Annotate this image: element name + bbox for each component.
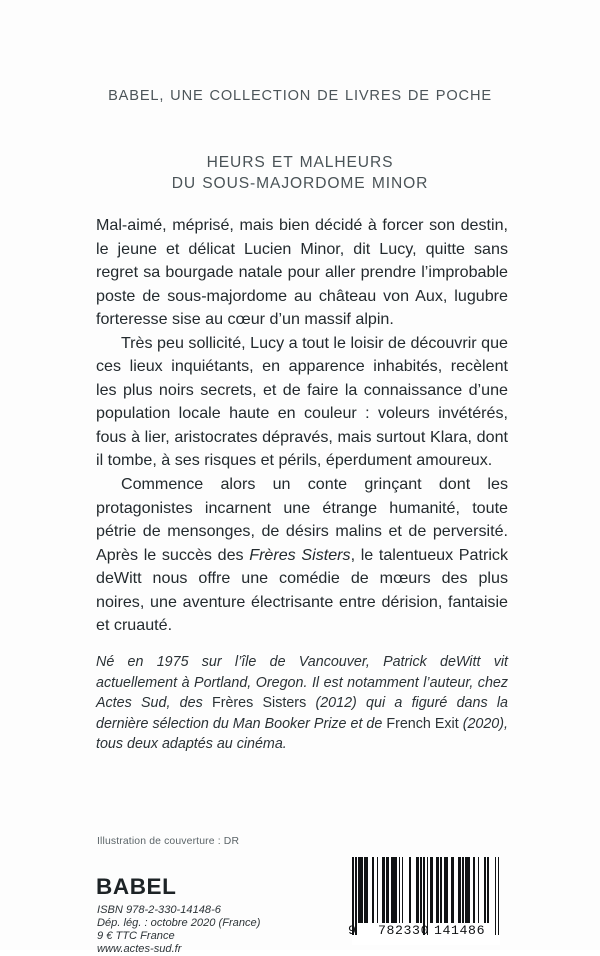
- website-line[interactable]: www.actes-sud.fr: [97, 942, 182, 955]
- blurb-book-title-freres-sisters: Frères Sisters: [249, 545, 351, 564]
- bio-part-2: (2012) qui a figuré dans la dernière sélection du Man Booker Prize et de: [96, 695, 508, 732]
- blurb-paragraph-1: Mal-aimé, méprisé, mais bien décidé à forcer son destin, le jeune et délicat Lucien Minor, dit Lucy, quitte sans regret sa bourgade natale pour aller prendre l’improbable poste de sous-majordome au château von Aux, lugubre forteresse sise au cœur d’un massif alpin.: [96, 216, 508, 329]
- imprint-logo: BABEL: [96, 874, 177, 899]
- collection-header: BABEL, UNE COLLECTION DE LIVRES DE POCHE: [108, 88, 492, 104]
- ean13-barcode: [348, 857, 500, 945]
- price-line: 9 € TTC France: [97, 929, 175, 942]
- bio-book-title-freres-sisters: Frères Sisters: [211, 695, 307, 712]
- cover-illustration-credit: Illustration de couverture : DR: [97, 836, 240, 847]
- barcode-lead-digit: 9: [348, 923, 357, 938]
- title-line-2: DU SOUS-MAJORDOME MINOR: [171, 175, 429, 192]
- bio-part-3: (2020), tous deux adaptés au cinéma.: [96, 715, 508, 753]
- blurb-paragraph-2: Très peu sollicité, Lucy a tout le loisir de découvrir que ces lieux inquiétants, en apparence inhabités, recèlent les plus noirs secrets, et de faire la connaissance d’une population locale haute en couleur : voleurs invétérés, fous à lier, aristocrates dépravés, mais surtout Klara, dont il tombe, à ses risques et périls, éperdument amoureux.: [96, 333, 508, 470]
- blurb-paragraph-3-part-1: Commence alors un conte grinçant dont les protagonistes incarnent une étrange humanité, toute pétrie de mensonges, de désirs malins et de perversité. Après le succès des: [96, 475, 508, 564]
- isbn-line: ISBN 978-2-330-14148-6: [97, 904, 221, 916]
- blurb-paragraph-3: [96, 473, 508, 638]
- barcode-right-group: 141486: [434, 923, 486, 938]
- legal-deposit-line: Dép. lég. : octobre 2020 (France): [97, 916, 261, 929]
- book-title: [0, 152, 600, 194]
- blurb-text: [96, 214, 508, 638]
- colophon-block: [97, 904, 260, 956]
- bio-book-title-french-exit: French Exit: [386, 715, 459, 732]
- barcode-bars: [352, 857, 500, 923]
- barcode-digits: [348, 923, 500, 939]
- author-biography: [96, 652, 508, 755]
- barcode-left-group: 782330: [378, 923, 430, 938]
- blurb-paragraph-3-part-2: , le talentueux Patrick deWitt nous offre une comédie de mœurs des plus noires, une aventure électrisante entre dérision, fantaisie et cruauté.: [96, 545, 508, 635]
- bio-part-1: Né en 1975 sur l’île de Vancouver, Patrick deWitt vit actuellement à Portland, Oregon. Il est notamment l’auteur, chez Actes Sud, des: [96, 654, 508, 712]
- title-line-1: HEURS ET MALHEURS: [206, 154, 394, 171]
- author-biography-text: [96, 652, 508, 755]
